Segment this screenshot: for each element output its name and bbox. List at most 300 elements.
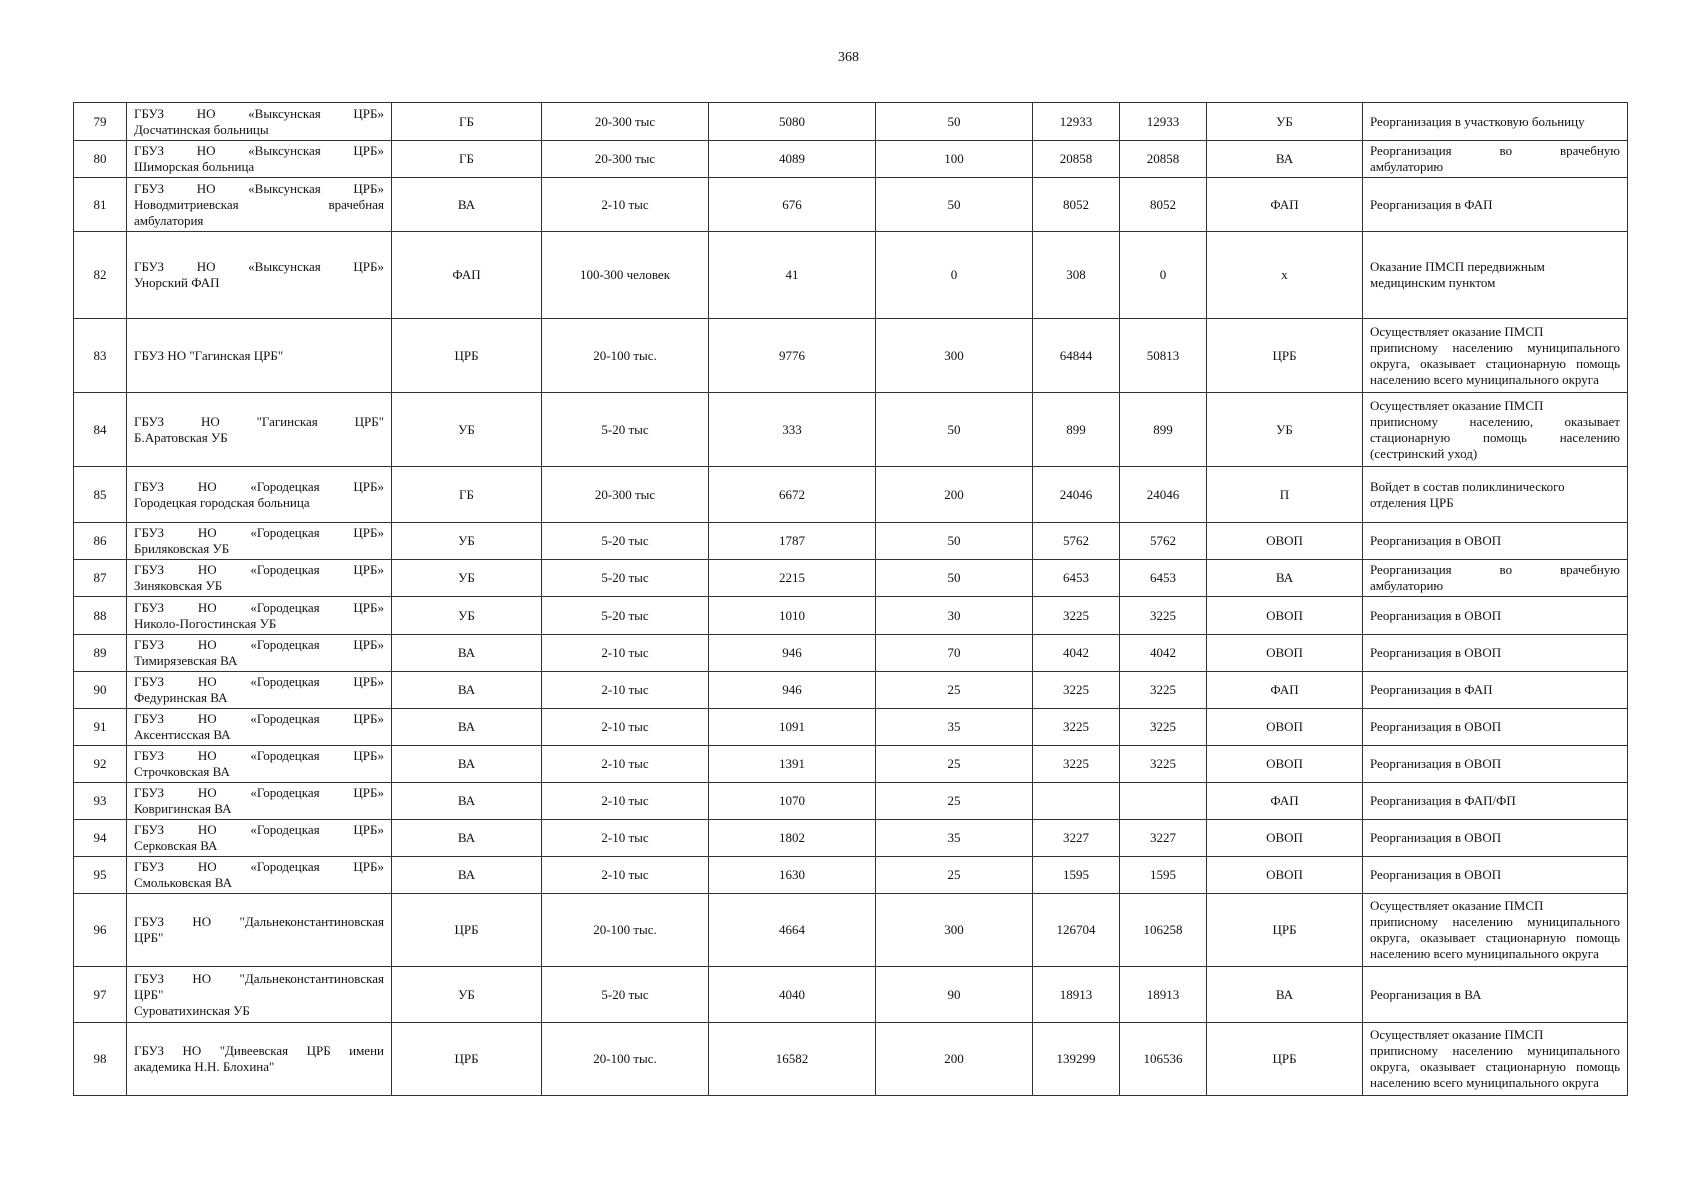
planned-action-line: приписному населению муниципального	[1370, 339, 1620, 355]
distance-value: 25	[876, 746, 1033, 783]
served-population: 4089	[709, 141, 876, 178]
new-facility-type: ЦРБ	[1207, 894, 1363, 967]
facility-name-line: ГБУЗ НО «Городецкая ЦРБ»	[134, 562, 384, 577]
served-population: 4040	[709, 967, 876, 1023]
planned-action	[1363, 597, 1628, 635]
value-2: 106536	[1120, 1023, 1207, 1096]
planned-action-line: Реорганизация в ОВОП	[1370, 719, 1502, 734]
planned-action-line: населению всего муниципального округа	[1370, 946, 1599, 961]
planned-action-line: округа, оказывает стационарную помощь	[1370, 930, 1620, 945]
value-1: 64844	[1033, 319, 1120, 393]
facility-name-line: ГБУЗ НО «Городецкая ЦРБ»	[134, 785, 384, 800]
population-range: 100-300 человек	[542, 232, 709, 319]
distance-value: 25	[876, 783, 1033, 820]
row-number: 86	[74, 523, 127, 560]
facility-type: ГБ	[392, 141, 542, 178]
population-range: 20-100 тыс.	[542, 1023, 709, 1096]
facility-name	[127, 467, 392, 523]
table-row	[74, 894, 1628, 967]
new-facility-type: ОВОП	[1207, 820, 1363, 857]
planned-action-line: приписному населению, оказывает	[1370, 413, 1620, 429]
row-number: 82	[74, 232, 127, 319]
facility-name-line: академика Н.Н. Блохина"	[134, 1059, 275, 1074]
table-row	[74, 178, 1628, 232]
facility-type: ВА	[392, 635, 542, 672]
facility-name-line: Досчатинская больницы	[134, 121, 269, 137]
value-2: 3225	[1120, 672, 1207, 709]
served-population: 6672	[709, 467, 876, 523]
population-range: 2-10 тыс	[542, 178, 709, 232]
row-number: 92	[74, 746, 127, 783]
planned-action-line: амбулаторию	[1370, 578, 1444, 593]
new-facility-type: ОВОП	[1207, 597, 1363, 635]
table-row	[74, 232, 1628, 319]
planned-action-line: Реорганизация во врачебную	[1370, 562, 1620, 577]
planned-action-line: Войдет в состав поликлинического	[1370, 478, 1565, 494]
planned-action	[1363, 232, 1628, 319]
planned-action-line: Осуществляет оказание ПМСП	[1370, 323, 1544, 339]
planned-action-line: амбулаторию	[1370, 159, 1444, 174]
distance-value: 30	[876, 597, 1033, 635]
planned-action-line: Осуществляет оказание ПМСП	[1370, 397, 1544, 413]
served-population: 1802	[709, 820, 876, 857]
facility-name-line: Зиняковская УБ	[134, 578, 223, 593]
facility-type: ВА	[392, 709, 542, 746]
table-row	[74, 1023, 1628, 1096]
facility-name-line: Бриляковская УБ	[134, 541, 230, 556]
value-2: 3225	[1120, 597, 1207, 635]
planned-action-line: Осуществляет оказание ПМСП	[1370, 898, 1544, 913]
distance-value: 35	[876, 709, 1033, 746]
new-facility-type: ВА	[1207, 560, 1363, 597]
row-number: 87	[74, 560, 127, 597]
table-row	[74, 709, 1628, 746]
table-row	[74, 467, 1628, 523]
row-number: 98	[74, 1023, 127, 1096]
planned-action	[1363, 560, 1628, 597]
distance-value: 25	[876, 857, 1033, 894]
population-range: 20-300 тыс	[542, 141, 709, 178]
planned-action-line: Реорганизация в ОВОП	[1370, 533, 1502, 548]
planned-action	[1363, 523, 1628, 560]
population-range: 2-10 тыс	[542, 746, 709, 783]
table-row	[74, 393, 1628, 467]
table-row	[74, 783, 1628, 820]
planned-action	[1363, 635, 1628, 672]
new-facility-type: ОВОП	[1207, 857, 1363, 894]
served-population: 333	[709, 393, 876, 467]
value-1: 1595	[1033, 857, 1120, 894]
population-range: 5-20 тыс	[542, 560, 709, 597]
planned-action	[1363, 141, 1628, 178]
facility-type: ВА	[392, 857, 542, 894]
facility-name	[127, 709, 392, 746]
value-1: 3225	[1033, 746, 1120, 783]
served-population: 1010	[709, 597, 876, 635]
row-number: 94	[74, 820, 127, 857]
value-2: 50813	[1120, 319, 1207, 393]
row-number: 97	[74, 967, 127, 1023]
planned-action	[1363, 783, 1628, 820]
served-population: 946	[709, 635, 876, 672]
facility-name-line: Тимирязевская ВА	[134, 653, 238, 668]
served-population: 2215	[709, 560, 876, 597]
value-1: 4042	[1033, 635, 1120, 672]
population-range: 5-20 тыс	[542, 393, 709, 467]
facility-name-line: Федуринская ВА	[134, 690, 228, 705]
facility-name-line: ГБУЗ НО «Выксунская ЦРБ»	[134, 143, 384, 158]
row-number: 81	[74, 178, 127, 232]
value-2: 3225	[1120, 709, 1207, 746]
facility-name-line: ГБУЗ НО «Городецкая ЦРБ»	[134, 711, 384, 726]
new-facility-type: ЦРБ	[1207, 1023, 1363, 1096]
table-row	[74, 597, 1628, 635]
population-range: 20-300 тыс	[542, 103, 709, 141]
value-2: 3227	[1120, 820, 1207, 857]
page-number: 368	[838, 50, 859, 65]
planned-action	[1363, 103, 1628, 141]
distance-value: 50	[876, 178, 1033, 232]
facility-name	[127, 232, 392, 319]
value-2: 8052	[1120, 178, 1207, 232]
distance-value: 25	[876, 672, 1033, 709]
planned-action-line: медицинским пунктом	[1370, 275, 1496, 290]
facility-type: ГБ	[392, 467, 542, 523]
planned-action	[1363, 820, 1628, 857]
facility-name-line: ГБУЗ НО «Выксунская ЦРБ»	[134, 180, 384, 196]
served-population: 16582	[709, 1023, 876, 1096]
facility-name-line: ГБУЗ НО "Дивеевская ЦРБ имени	[134, 1043, 384, 1058]
planned-action	[1363, 319, 1628, 393]
planned-action	[1363, 393, 1628, 467]
value-1: 20858	[1033, 141, 1120, 178]
facility-name-line: Николо-Погостинская УБ	[134, 615, 277, 631]
value-2	[1120, 783, 1207, 820]
row-number: 84	[74, 393, 127, 467]
distance-value: 50	[876, 523, 1033, 560]
facility-name-line: Строчковская ВА	[134, 764, 230, 779]
facility-name-line: ГБУЗ НО «Городецкая ЦРБ»	[134, 674, 384, 689]
planned-action-line: Осуществляет оказание ПМСП	[1370, 1027, 1544, 1042]
new-facility-type: ФАП	[1207, 783, 1363, 820]
distance-value: 50	[876, 560, 1033, 597]
facility-name-line: Городецкая городская больница	[134, 494, 310, 510]
population-range: 2-10 тыс	[542, 672, 709, 709]
facility-name	[127, 967, 392, 1023]
table-row	[74, 857, 1628, 894]
planned-action-line: приписному населению муниципального	[1370, 914, 1620, 929]
population-range: 5-20 тыс	[542, 967, 709, 1023]
facility-type: УБ	[392, 393, 542, 467]
planned-action-line: Оказание ПМСП передвижным	[1370, 259, 1545, 274]
facility-type: УБ	[392, 597, 542, 635]
value-2: 0	[1120, 232, 1207, 319]
new-facility-type: УБ	[1207, 103, 1363, 141]
new-facility-type: ВА	[1207, 141, 1363, 178]
planned-action	[1363, 467, 1628, 523]
value-2: 5762	[1120, 523, 1207, 560]
new-facility-type: х	[1207, 232, 1363, 319]
value-1: 899	[1033, 393, 1120, 467]
distance-value: 200	[876, 467, 1033, 523]
value-1: 139299	[1033, 1023, 1120, 1096]
row-number: 93	[74, 783, 127, 820]
facility-name	[127, 635, 392, 672]
new-facility-type: ОВОП	[1207, 746, 1363, 783]
row-number: 95	[74, 857, 127, 894]
planned-action-line: Реорганизация в ОВОП	[1370, 867, 1502, 882]
facility-name	[127, 857, 392, 894]
facility-name-line: Унорский ФАП	[134, 275, 220, 290]
distance-value: 100	[876, 141, 1033, 178]
facility-name-line: Аксентисская ВА	[134, 727, 231, 742]
served-population: 946	[709, 672, 876, 709]
table-row	[74, 103, 1628, 141]
distance-value: 300	[876, 894, 1033, 967]
facility-name-line: ГБУЗ НО "Дальнеконстантиновская	[134, 970, 384, 986]
value-2: 3225	[1120, 746, 1207, 783]
table-row	[74, 319, 1628, 393]
facility-name-line: ГБУЗ НО «Городецкая ЦРБ»	[134, 822, 384, 837]
distance-value: 50	[876, 393, 1033, 467]
facility-type: ВА	[392, 672, 542, 709]
facility-name-line: Шиморская больница	[134, 159, 255, 174]
planned-action-line: Реорганизация в ФАП	[1370, 682, 1493, 697]
served-population: 1630	[709, 857, 876, 894]
facilities-table	[73, 102, 1628, 1096]
new-facility-type: ЦРБ	[1207, 319, 1363, 393]
value-2: 6453	[1120, 560, 1207, 597]
served-population: 676	[709, 178, 876, 232]
facility-name-line: ГБУЗ НО «Городецкая ЦРБ»	[134, 525, 384, 540]
facility-type: ВА	[392, 178, 542, 232]
population-range: 2-10 тыс	[542, 857, 709, 894]
new-facility-type: ОВОП	[1207, 709, 1363, 746]
value-2: 24046	[1120, 467, 1207, 523]
planned-action	[1363, 746, 1628, 783]
value-1: 5762	[1033, 523, 1120, 560]
planned-action-line: Реорганизация в ОВОП	[1370, 607, 1502, 623]
population-range: 20-300 тыс	[542, 467, 709, 523]
distance-value: 300	[876, 319, 1033, 393]
row-number: 89	[74, 635, 127, 672]
row-number: 79	[74, 103, 127, 141]
value-2: 899	[1120, 393, 1207, 467]
value-1: 3225	[1033, 709, 1120, 746]
facility-name	[127, 141, 392, 178]
facility-name-line: ГБУЗ НО «Городецкая ЦРБ»	[134, 637, 384, 652]
planned-action-line: Реорганизация в участковую больницу	[1370, 113, 1585, 129]
facility-name	[127, 746, 392, 783]
planned-action	[1363, 709, 1628, 746]
planned-action-line: населению всего муниципального округа	[1370, 371, 1599, 387]
planned-action	[1363, 967, 1628, 1023]
planned-action-line: Реорганизация в ФАП/ФП	[1370, 793, 1516, 808]
served-population: 1070	[709, 783, 876, 820]
facility-name-line: Серковская ВА	[134, 838, 218, 853]
served-population: 41	[709, 232, 876, 319]
planned-action-line: отделения ЦРБ	[1370, 494, 1454, 510]
facility-name	[127, 103, 392, 141]
facility-name	[127, 393, 392, 467]
value-1: 18913	[1033, 967, 1120, 1023]
value-2: 106258	[1120, 894, 1207, 967]
served-population: 1091	[709, 709, 876, 746]
new-facility-type: ВА	[1207, 967, 1363, 1023]
population-range: 20-100 тыс.	[542, 894, 709, 967]
facility-type: ЦРБ	[392, 319, 542, 393]
planned-action	[1363, 178, 1628, 232]
table-row	[74, 560, 1628, 597]
facility-name-line: ГБУЗ НО «Городецкая ЦРБ»	[134, 859, 384, 874]
table-row	[74, 523, 1628, 560]
population-range: 5-20 тыс	[542, 523, 709, 560]
value-1: 24046	[1033, 467, 1120, 523]
distance-value: 50	[876, 103, 1033, 141]
facility-name	[127, 1023, 392, 1096]
population-range: 2-10 тыс	[542, 820, 709, 857]
facility-name	[127, 597, 392, 635]
planned-action-line: округа, оказывает стационарную помощь	[1370, 1059, 1620, 1074]
distance-value: 200	[876, 1023, 1033, 1096]
planned-action-line: Реорганизация в ОВОП	[1370, 645, 1502, 660]
facility-name-line: ЦРБ"	[134, 930, 164, 945]
row-number: 83	[74, 319, 127, 393]
planned-action-line: Реорганизация в ВА	[1370, 986, 1482, 1002]
facility-name-line: ЦРБ"	[134, 986, 164, 1002]
facility-name	[127, 319, 392, 393]
table-row	[74, 141, 1628, 178]
planned-action	[1363, 894, 1628, 967]
value-1: 12933	[1033, 103, 1120, 141]
planned-action-line: населению всего муниципального округа	[1370, 1075, 1599, 1090]
facility-type: ФАП	[392, 232, 542, 319]
planned-action-line: (сестринский уход)	[1370, 445, 1478, 461]
table-row	[74, 820, 1628, 857]
table-row	[74, 746, 1628, 783]
facility-name-line: ГБУЗ НО «Выксунская ЦРБ»	[134, 105, 384, 121]
new-facility-type: ФАП	[1207, 178, 1363, 232]
planned-action-line: приписному населению муниципального	[1370, 1043, 1620, 1058]
facility-type: ЦРБ	[392, 1023, 542, 1096]
row-number: 90	[74, 672, 127, 709]
planned-action-line: Реорганизация во врачебную	[1370, 143, 1620, 158]
planned-action	[1363, 857, 1628, 894]
distance-value: 0	[876, 232, 1033, 319]
facility-type: УБ	[392, 523, 542, 560]
facility-name-line: Новодмитриевская врачебная	[134, 196, 384, 212]
value-1: 3227	[1033, 820, 1120, 857]
row-number: 85	[74, 467, 127, 523]
facility-type: ЦРБ	[392, 894, 542, 967]
facility-type: УБ	[392, 967, 542, 1023]
facility-type: УБ	[392, 560, 542, 597]
facility-name	[127, 894, 392, 967]
value-2: 20858	[1120, 141, 1207, 178]
table-row	[74, 635, 1628, 672]
value-2: 4042	[1120, 635, 1207, 672]
distance-value: 35	[876, 820, 1033, 857]
facility-name-line: ГБУЗ НО "Дальнеконстантиновская	[134, 914, 384, 929]
facility-name-line: Смольковская ВА	[134, 875, 232, 890]
distance-value: 70	[876, 635, 1033, 672]
population-range: 2-10 тыс	[542, 635, 709, 672]
population-range: 20-100 тыс.	[542, 319, 709, 393]
served-population: 4664	[709, 894, 876, 967]
facility-name-line: Суроватихинская УБ	[134, 1002, 250, 1018]
value-2: 12933	[1120, 103, 1207, 141]
facility-name-line: Б.Аратовская УБ	[134, 429, 228, 445]
planned-action-line: стационарную помощь населению	[1370, 429, 1620, 445]
new-facility-type: УБ	[1207, 393, 1363, 467]
planned-action	[1363, 1023, 1628, 1096]
planned-action-line: Реорганизация в ОВОП	[1370, 756, 1502, 771]
value-1: 3225	[1033, 597, 1120, 635]
population-range: 5-20 тыс	[542, 597, 709, 635]
distance-value: 90	[876, 967, 1033, 1023]
value-1: 308	[1033, 232, 1120, 319]
row-number: 88	[74, 597, 127, 635]
value-1: 126704	[1033, 894, 1120, 967]
value-1	[1033, 783, 1120, 820]
planned-action-line: Реорганизация в ОВОП	[1370, 830, 1502, 845]
facility-type: ВА	[392, 783, 542, 820]
facility-type: ВА	[392, 820, 542, 857]
facility-type: ГБ	[392, 103, 542, 141]
value-1: 3225	[1033, 672, 1120, 709]
planned-action-line: Реорганизация в ФАП	[1370, 196, 1493, 212]
served-population: 1787	[709, 523, 876, 560]
facility-name-line: ГБУЗ НО «Городецкая ЦРБ»	[134, 478, 384, 494]
table-body	[74, 103, 1628, 1096]
facility-name	[127, 783, 392, 820]
row-number: 96	[74, 894, 127, 967]
value-1: 6453	[1033, 560, 1120, 597]
facility-name	[127, 672, 392, 709]
facility-name-line: ГБУЗ НО "Гагинская ЦРБ"	[134, 347, 284, 363]
planned-action	[1363, 672, 1628, 709]
value-2: 18913	[1120, 967, 1207, 1023]
facility-name-line: амбулатория	[134, 212, 204, 228]
value-1: 8052	[1033, 178, 1120, 232]
served-population: 1391	[709, 746, 876, 783]
row-number: 80	[74, 141, 127, 178]
new-facility-type: ОВОП	[1207, 635, 1363, 672]
planned-action-line: округа, оказывает стационарную помощь	[1370, 355, 1620, 371]
facility-name-line: ГБУЗ НО "Гагинская ЦРБ"	[134, 413, 384, 429]
population-range: 2-10 тыс	[542, 709, 709, 746]
facility-name	[127, 820, 392, 857]
facility-name-line: ГБУЗ НО «Городецкая ЦРБ»	[134, 748, 384, 763]
facility-name-line: Ковригинская ВА	[134, 801, 232, 816]
new-facility-type: П	[1207, 467, 1363, 523]
facility-name-line: ГБУЗ НО «Городецкая ЦРБ»	[134, 599, 384, 615]
served-population: 5080	[709, 103, 876, 141]
facility-name	[127, 523, 392, 560]
population-range: 2-10 тыс	[542, 783, 709, 820]
new-facility-type: ОВОП	[1207, 523, 1363, 560]
new-facility-type: ФАП	[1207, 672, 1363, 709]
served-population: 9776	[709, 319, 876, 393]
row-number: 91	[74, 709, 127, 746]
table-row	[74, 967, 1628, 1023]
table-row	[74, 672, 1628, 709]
facility-name-line: ГБУЗ НО «Выксунская ЦРБ»	[134, 259, 384, 274]
facility-type: ВА	[392, 746, 542, 783]
facility-name	[127, 178, 392, 232]
facility-name	[127, 560, 392, 597]
value-2: 1595	[1120, 857, 1207, 894]
